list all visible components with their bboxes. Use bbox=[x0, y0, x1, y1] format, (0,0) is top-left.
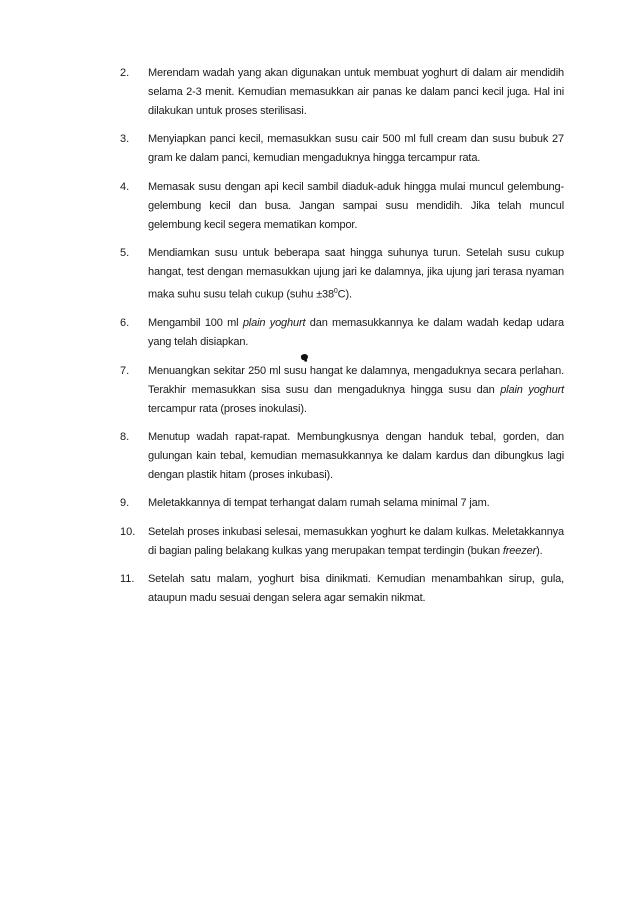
step-text: Menyiapkan panci kecil, memasukkan susu cair 500 ml full cream dan susu bubuk 27 gram ke dalam panci, kemudian mengaduknya hingga tercampur rata. bbox=[148, 133, 564, 165]
step-text bbox=[148, 244, 564, 305]
list-item bbox=[120, 178, 564, 235]
step-number: 10. bbox=[120, 525, 136, 538]
step-number: 9. bbox=[120, 497, 130, 510]
step-text bbox=[148, 314, 564, 352]
step-text-part: dan memasukkannya ke dalam wadah kedap udara yang telah disiapkan. bbox=[148, 317, 564, 349]
step-number: 7. bbox=[120, 364, 130, 377]
step-text-part: Mengambil 100 ml bbox=[148, 317, 243, 330]
step-text-part: Menuangkan sekitar 250 ml susu hangat ke dalamnya, mengaduknya secara perlahan. Terakhir memasukkan sisa susu dan mengaduknya hingga susu dan bbox=[148, 364, 564, 396]
italic-term: freezer bbox=[502, 544, 537, 557]
italic-term: plain yoghurt bbox=[242, 317, 306, 330]
list-item bbox=[120, 244, 564, 305]
list-item bbox=[120, 314, 564, 352]
step-number: 6. bbox=[120, 317, 130, 330]
list-item bbox=[120, 494, 564, 513]
step-text bbox=[148, 362, 564, 419]
step-text bbox=[148, 523, 564, 561]
list-item bbox=[120, 362, 564, 419]
step-text: Setelah satu malam, yoghurt bisa dinikmati. Kemudian menambahkan sirup, gula, ataupun madu sesuai dengan selera agar semakin nikmat. bbox=[148, 573, 564, 605]
degree-superscript: 0 bbox=[333, 288, 338, 296]
step-text-part: Mendiamkan susu untuk beberapa saat hingga suhunya turun. Setelah susu cukup hangat, test dengan memasukkan ujung jari ke dalamnya, jika ujung jari terasa nyaman maka suhu susu telah cukup (suhu ±38 bbox=[148, 247, 564, 301]
step-number: 4. bbox=[120, 180, 130, 193]
list-item bbox=[120, 428, 564, 485]
list-item bbox=[120, 64, 564, 121]
step-text-part: ). bbox=[536, 544, 543, 557]
italic-term: plain yoghurt bbox=[500, 383, 564, 396]
step-number: 11. bbox=[120, 573, 135, 586]
step-text: Meletakkannya di tempat terhangat dalam rumah selama minimal 7 jam. bbox=[148, 497, 490, 510]
step-text-part: Setelah proses inkubasi selesai, memasukkan yoghurt ke dalam kulkas. Meletakkannya di bagian paling belakang kulkas yang merupakan tempat terdingin (bukan bbox=[148, 525, 564, 557]
step-text: Memasak susu dengan api kecil sambil diaduk-aduk hingga mulai muncul gelembung-gelembung kecil dan busa. Jangan sampai susu mendidih. Jika telah muncul gelembung kecil segera mematikan kompor. bbox=[148, 180, 564, 231]
list-item bbox=[120, 523, 564, 561]
list-item bbox=[120, 570, 564, 608]
step-text-part: tercampur rata (proses inokulasi). bbox=[148, 402, 307, 415]
step-number: 2. bbox=[120, 67, 130, 79]
yoghurt-steps-list bbox=[120, 64, 564, 618]
step-number: 5. bbox=[120, 247, 130, 260]
list-item bbox=[120, 130, 564, 168]
step-text: Merendam wadah yang akan digunakan untuk membuat yoghurt di dalam air mendidih selama 2-3 menit. Kemudian memasukkan air panas ke dalam panci kecil juga. Hal ini dilakukan untuk proses sterilisasi. bbox=[148, 67, 564, 117]
step-text: Menutup wadah rapat-rapat. Membungkusnya dengan handuk tebal, gorden, dan gulungan kain tebal, kemudian memasukkannya ke dalam kardus dan dibungkus lagi dengan plastik hitam (proses inkubasi). bbox=[148, 431, 564, 481]
step-number: 8. bbox=[120, 431, 130, 443]
step-text-part: C). bbox=[337, 288, 352, 301]
step-number: 3. bbox=[120, 133, 130, 146]
